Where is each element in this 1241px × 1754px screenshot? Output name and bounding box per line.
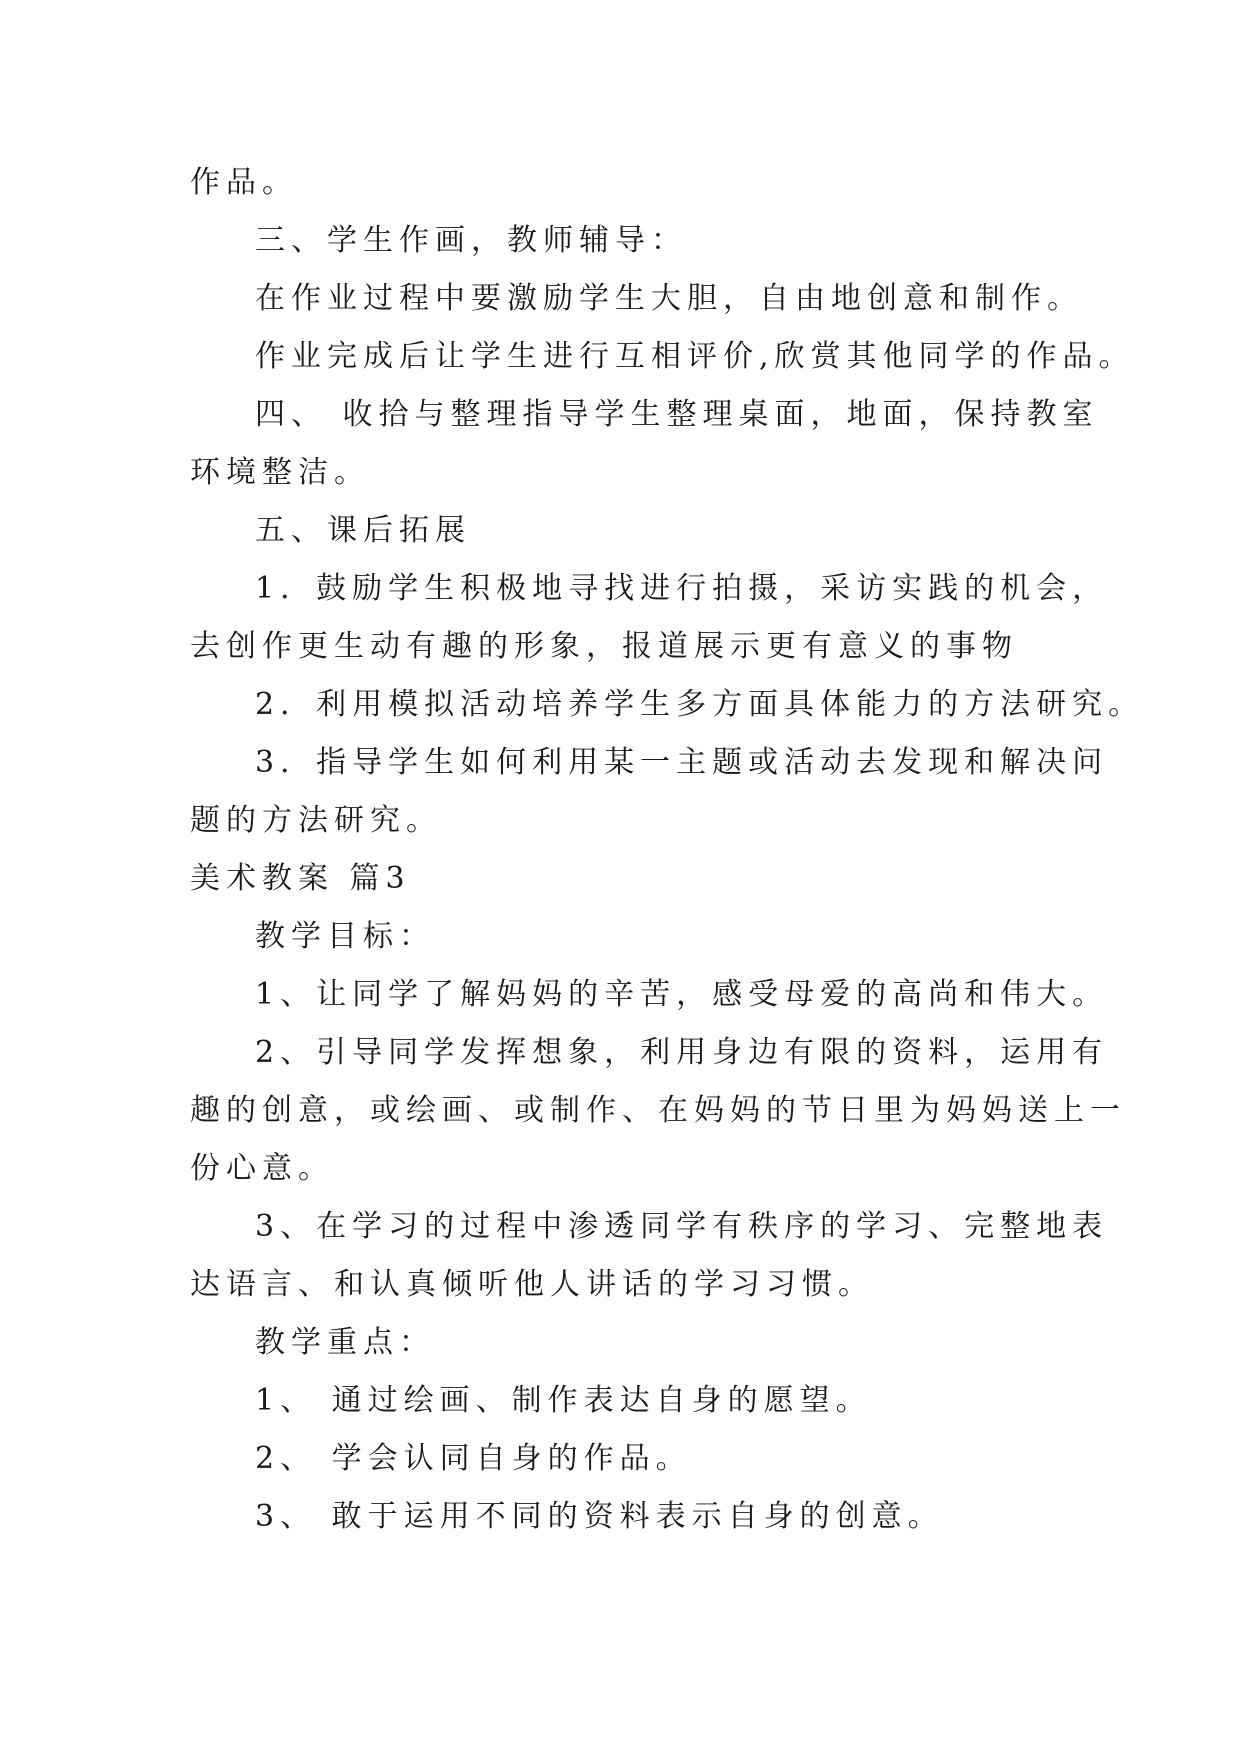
text-line: 作业完成后让学生进行互相评价,欣赏其他同学的作品。 <box>255 339 1135 374</box>
text-line: 环境整洁。 <box>190 455 370 490</box>
article-title: 美术教案 篇3 <box>190 861 411 896</box>
text-line: 达语言、和认真倾听他人讲话的学习习惯。 <box>190 1267 874 1302</box>
section-heading: 教学目标： <box>255 919 435 954</box>
list-item: 2、 学会认同自身的作品。 <box>255 1441 692 1476</box>
list-item: 1、让同学了解妈妈的辛苦，感受母爱的高尚和伟大。 <box>255 977 1109 1012</box>
section-heading: 三、学生作画，教师辅导： <box>255 223 687 258</box>
list-item: 1．鼓励学生积极地寻找进行拍摄，采访实践的机会， <box>255 571 1109 606</box>
text-line: 作品。 <box>190 165 298 200</box>
text-line: 去创作更生动有趣的形象，报道展示更有意义的事物 <box>190 629 1018 664</box>
text-line: 在作业过程中要激励学生大胆，自由地创意和制作。 <box>255 281 1083 316</box>
list-item: 2、引导同学发挥想象，利用身边有限的资料，运用有 <box>255 1035 1109 1070</box>
section-heading: 教学重点： <box>255 1325 435 1360</box>
text-line: 趣的创意，或绘画、或制作、在妈妈的节日里为妈妈送上一 <box>190 1093 1126 1128</box>
text-line: 份心意。 <box>190 1151 334 1186</box>
section-heading: 五、课后拓展 <box>255 513 471 548</box>
text-line: 题的方法研究。 <box>190 803 442 838</box>
list-item: 3、 敢于运用不同的资料表示自身的创意。 <box>255 1499 944 1534</box>
list-item: 3．指导学生如何利用某一主题或活动去发现和解决问 <box>255 745 1109 780</box>
list-item: 1、 通过绘画、制作表达自身的愿望。 <box>255 1383 872 1418</box>
list-item: 3、在学习的过程中渗透同学有秩序的学习、完整地表 <box>255 1209 1109 1244</box>
section-heading: 四、 收拾与整理指导学生整理桌面，地面，保持教室 <box>255 397 1099 432</box>
list-item: 2．利用模拟活动培养学生多方面具体能力的方法研究。 <box>255 687 1145 722</box>
